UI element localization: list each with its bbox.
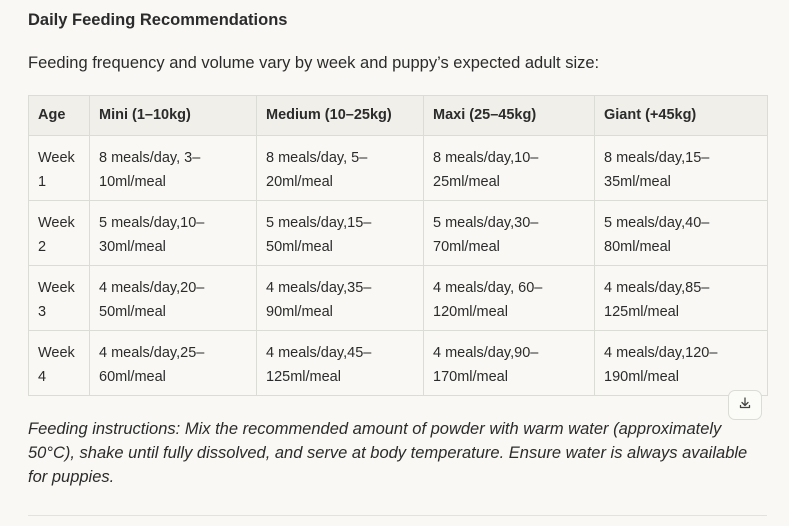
header-giant: Giant (+45kg) xyxy=(595,96,768,136)
feeding-table xyxy=(28,95,768,396)
feeding-instructions: Feeding instructions: Mix the recommended amount of powder with warm water (approximately 50°C), shake until fully dissolved, and serve at body temperature. Ensure water is always available for puppies. xyxy=(28,420,748,486)
table-cell: Week 4 xyxy=(29,331,90,396)
download-icon xyxy=(738,396,752,415)
table-cell: 8 meals/day, 3–10ml/meal xyxy=(90,136,257,201)
table-header-row xyxy=(29,96,768,136)
table-cell: 5 meals/day,10–30ml/meal xyxy=(90,201,257,266)
intro-text: Feeding frequency and volume vary by week and puppy’s expected adult size: xyxy=(28,54,600,72)
divider xyxy=(28,515,767,516)
header-medium: Medium (10–25kg) xyxy=(257,96,424,136)
table-cell: 4 meals/day,35–90ml/meal xyxy=(257,266,424,331)
table-row xyxy=(29,266,768,331)
table-cell: Week 3 xyxy=(29,266,90,331)
table-row xyxy=(29,136,768,201)
table-cell: 4 meals/day,20–50ml/meal xyxy=(90,266,257,331)
table-cell: 4 meals/day,85–125ml/meal xyxy=(595,266,768,331)
feeding-table-container xyxy=(28,95,767,396)
table-cell: 4 meals/day,25–60ml/meal xyxy=(90,331,257,396)
table-cell: 8 meals/day,10–25ml/meal xyxy=(424,136,595,201)
table-cell: Week 1 xyxy=(29,136,90,201)
table-cell: 8 meals/day,15–35ml/meal xyxy=(595,136,768,201)
table-cell: 8 meals/day, 5–20ml/meal xyxy=(257,136,424,201)
download-table-button[interactable] xyxy=(728,390,762,420)
table-cell: 4 meals/day, 60–120ml/meal xyxy=(424,266,595,331)
table-row xyxy=(29,331,768,396)
header-maxi: Maxi (25–45kg) xyxy=(424,96,595,136)
section-heading: Daily Feeding Recommendations xyxy=(28,11,288,29)
table-cell: 4 meals/day,90–170ml/meal xyxy=(424,331,595,396)
table-cell: 4 meals/day,45–125ml/meal xyxy=(257,331,424,396)
header-mini: Mini (1–10kg) xyxy=(90,96,257,136)
table-cell: 5 meals/day,30–70ml/meal xyxy=(424,201,595,266)
table-cell: 5 meals/day,40–80ml/meal xyxy=(595,201,768,266)
table-cell: 5 meals/day,15–50ml/meal xyxy=(257,201,424,266)
table-cell: Week 2 xyxy=(29,201,90,266)
table-cell: 4 meals/day,120–190ml/meal xyxy=(595,331,768,396)
table-row xyxy=(29,201,768,266)
header-age: Age xyxy=(29,96,90,136)
